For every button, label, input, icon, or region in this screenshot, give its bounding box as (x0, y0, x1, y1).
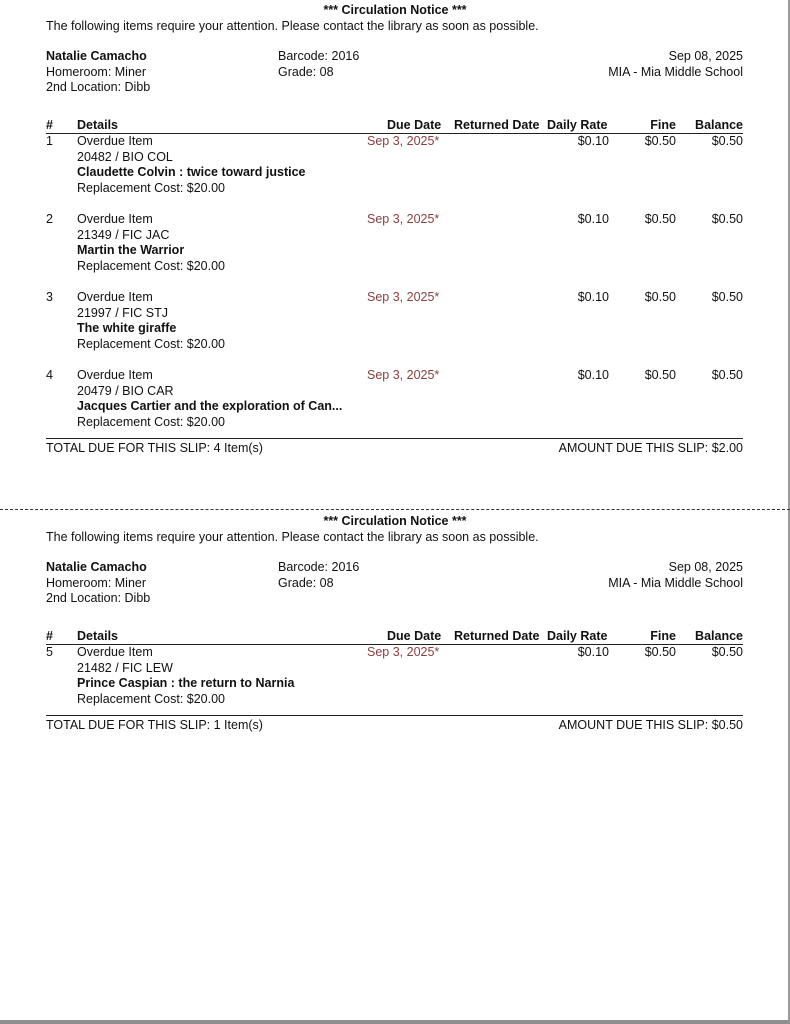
header-daily-rate: Daily Rate (547, 118, 608, 132)
notice-date: Sep 08, 2025 (668, 49, 743, 63)
notice-title: *** Circulation Notice *** (323, 3, 467, 17)
item-due-date: Sep 3, 2025* (367, 368, 440, 382)
item-fine: $0.50 (644, 212, 676, 226)
header-num: # (46, 629, 53, 643)
item-status: Overdue Item (77, 368, 153, 382)
notice-intro: The following items require your attention. Please contact the library as soon as possible. (46, 19, 539, 33)
item-replacement-cost: Replacement Cost: $20.00 (77, 180, 226, 195)
item-fine: $0.50 (644, 645, 676, 659)
header-fine: Fine (650, 118, 676, 132)
item-replacement-cost: Replacement Cost: $20.00 (77, 691, 226, 706)
items-table-header (46, 629, 743, 645)
header-returned-date: Returned Date (454, 629, 540, 643)
item-number: 5 (46, 645, 53, 659)
patron-info (46, 49, 743, 97)
item-balance: $0.50 (711, 645, 743, 659)
item-title: Prince Caspian : the return to Narnia (77, 676, 295, 690)
header-fine: Fine (650, 629, 676, 643)
school-name: MIA - Mia Middle School (608, 64, 743, 79)
patron-grade: Grade: 08 (278, 575, 334, 590)
header-balance: Balance (695, 629, 743, 643)
item-fine: $0.50 (644, 134, 676, 148)
item-due-date: Sep 3, 2025* (367, 134, 440, 148)
item-details (77, 290, 225, 352)
item-title: Martin the Warrior (77, 243, 185, 257)
slip-totals (46, 715, 743, 734)
item-row (46, 368, 743, 438)
school-name: MIA - Mia Middle School (608, 575, 743, 590)
header-details: Details (77, 118, 118, 132)
item-daily-rate: $0.10 (577, 134, 609, 148)
item-due-date: Sep 3, 2025* (367, 290, 440, 304)
patron-barcode: Barcode: 2016 (278, 560, 360, 574)
item-fine: $0.50 (644, 368, 676, 382)
patron-barcode: Barcode: 2016 (278, 49, 360, 63)
item-fine: $0.50 (644, 290, 676, 304)
header-daily-rate: Daily Rate (547, 629, 608, 643)
total-items: TOTAL DUE FOR THIS SLIP: 1 Item(s) (46, 718, 263, 732)
patron-homeroom: Homeroom: Miner (46, 575, 147, 590)
item-call-number: 21482 / FIC LEW (77, 660, 173, 675)
item-daily-rate: $0.10 (577, 212, 609, 226)
item-title: Jacques Cartier and the exploration of Can... (77, 399, 343, 413)
item-replacement-cost: Replacement Cost: $20.00 (77, 258, 226, 273)
patron-location: 2nd Location: Dibb (46, 80, 151, 94)
patron-homeroom: Homeroom: Miner (46, 64, 147, 79)
circulation-notice-1 (46, 3, 743, 457)
item-number: 3 (46, 290, 53, 304)
header-balance: Balance (695, 118, 743, 132)
item-row (46, 645, 743, 715)
item-details (77, 645, 294, 707)
item-status: Overdue Item (77, 290, 153, 304)
item-row (46, 212, 743, 290)
item-call-number: 21349 / FIC JAC (77, 227, 170, 242)
total-items: TOTAL DUE FOR THIS SLIP: 4 Item(s) (46, 441, 263, 455)
header-due-date: Due Date (387, 629, 442, 643)
item-balance: $0.50 (711, 368, 743, 382)
item-balance: $0.50 (711, 290, 743, 304)
items-table-header (46, 118, 743, 134)
patron-location: 2nd Location: Dibb (46, 591, 151, 605)
item-daily-rate: $0.10 (577, 368, 609, 382)
patron-info (46, 560, 743, 608)
notice-intro: The following items require your attention. Please contact the library as soon as possible. (46, 530, 539, 544)
item-due-date: Sep 3, 2025* (367, 645, 440, 659)
total-amount: AMOUNT DUE THIS SLIP: $0.50 (558, 718, 743, 732)
item-details (77, 134, 306, 196)
slip-totals (46, 438, 743, 457)
item-status: Overdue Item (77, 134, 153, 148)
item-call-number: 20482 / BIO COL (77, 149, 173, 164)
item-balance: $0.50 (711, 134, 743, 148)
circulation-notice-2 (46, 514, 743, 734)
item-replacement-cost: Replacement Cost: $20.00 (77, 414, 226, 429)
item-number: 2 (46, 212, 53, 226)
item-details (77, 212, 225, 274)
header-returned-date: Returned Date (454, 118, 540, 132)
header-due-date: Due Date (387, 118, 442, 132)
item-status: Overdue Item (77, 645, 153, 659)
item-title: The white giraffe (77, 321, 177, 335)
item-replacement-cost: Replacement Cost: $20.00 (77, 336, 226, 351)
notice-title: *** Circulation Notice *** (323, 514, 467, 528)
item-balance: $0.50 (711, 212, 743, 226)
item-title: Claudette Colvin : twice toward justice (77, 165, 306, 179)
patron-name: Natalie Camacho (46, 560, 147, 574)
item-details (77, 368, 342, 430)
patron-name: Natalie Camacho (46, 49, 147, 63)
item-number: 1 (46, 134, 53, 148)
item-status: Overdue Item (77, 212, 153, 226)
item-daily-rate: $0.10 (577, 290, 609, 304)
item-call-number: 20479 / BIO CAR (77, 383, 174, 398)
item-daily-rate: $0.10 (577, 645, 609, 659)
item-row (46, 290, 743, 368)
header-num: # (46, 118, 53, 132)
item-number: 4 (46, 368, 53, 382)
notice-date: Sep 08, 2025 (668, 560, 743, 574)
item-row (46, 134, 743, 212)
patron-grade: Grade: 08 (278, 64, 334, 79)
header-details: Details (77, 629, 118, 643)
cut-line-divider (0, 509, 790, 510)
item-due-date: Sep 3, 2025* (367, 212, 440, 226)
total-amount: AMOUNT DUE THIS SLIP: $2.00 (558, 441, 743, 455)
item-call-number: 21997 / FIC STJ (77, 305, 169, 320)
